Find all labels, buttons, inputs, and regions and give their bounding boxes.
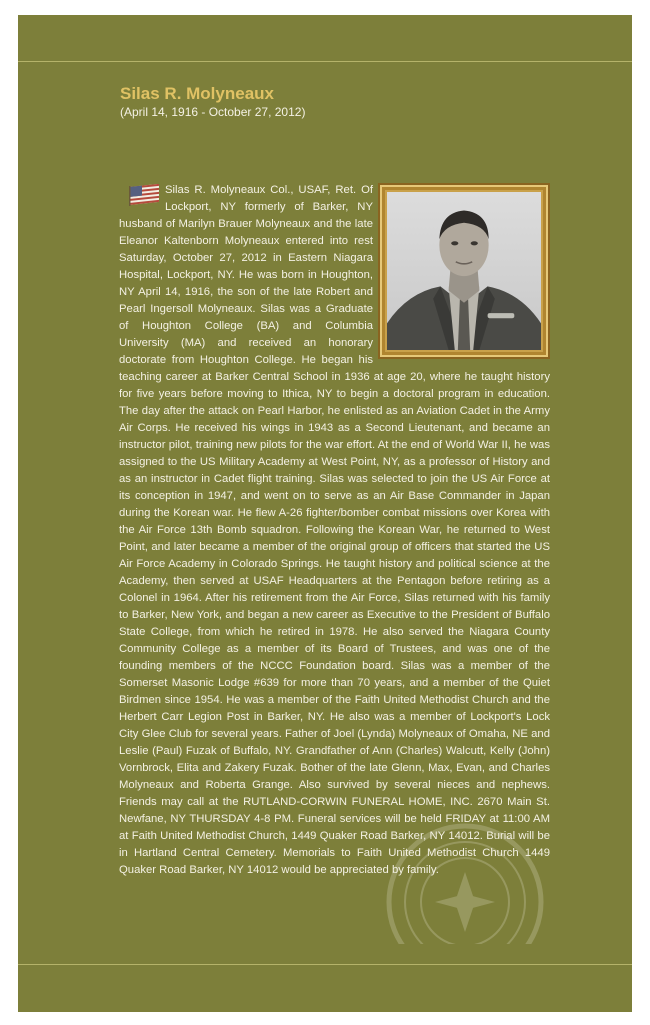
bottom-divider: [18, 964, 632, 965]
portrait-figure: [387, 192, 541, 350]
obituary-name: Silas R. Molyneaux: [120, 84, 274, 103]
top-divider: [18, 61, 632, 62]
portrait-frame: [378, 183, 550, 359]
obituary-dates: (April 14, 1916 - October 27, 2012): [120, 105, 306, 119]
obituary-content: [119, 182, 550, 944]
portrait-photo: [387, 192, 541, 350]
obituary-text: Silas R. Molyneaux Col., USAF, Ret. Of Lockport, NY formerly of Barker, NY husband of Marilyn Brauer Molyneaux and the late Eleanor Kaltenborn Molyneaux entered into rest Saturday, October 27, 2012 in Eastern Niagara Hospital, Lockport, NY. He was born in Houghton, NY April 14, 1916, the son of the late Robert and Pearl Ingersoll Molyneaux. Silas was a Graduate of Houghton College (BA) and Columbia University (MA) and received an honorary doctorate from Houghton College. He began his teaching career at Barker Central School in 1936 at age 20, where he taught history for five years before moving to Ithica, NY to begin a doctoral program in education. The day after the attack on Pearl Harbor, he enlisted as an Aviation Cadet in the Army Air Corps. He received his wings in 1943 as a Second Lieutenant, and became an instructor pilot, training new pilots for the war effort. At the end of World War II, he was assigned to the US Military Academy at West Point, NY, as a professor of History and as an instructor in Cadet flight training. Silas was selected to join the US Air Force at its conception in 1947, and went on to serve as an Air Base Commander in Japan during the Korean war. He flew A-26 fighter/bomber combat missions over Korea with the Air Force 13th Bomb squadron. Following the Korean War, he returned to West Point, and later became a member of the original group of officers that started the US Air Force Academy in Colorado Springs. He taught history and political science at the Academy, then served at USAF Headquarters at the Pentagon before retiring as a Colonel in 1964. After his retirement from the Air Force, Silas returned with his family to Barker, New York, and began a new career as Executive to the President of Buffalo State College, from which he retired in 1978. He also served the Niagara County Community College as a member of its Board of Trustees, and was one of the founding members of the NCCC Foundation board. Silas was a member of the Somerset Masonic Lodge #639 for more than 70 years, and a member of the Quiet Birdmen since 1954. He was a member of the Faith United Methodist Church and the Herbert Carr Legion Post in Barker, NY. He also was a member of Lockport's Lock City Glee Club for several years. Father of Joel (Lynda) Molyneaux of Omaha, NE and Leslie (Paul) Fuzak of Buffalo, NY. Grandfather of Ann (Charles) Walcutt, Kelly (John) Vornbrock, Elita and Zakery Fuzak. Bother of the late Glenn, Max, Evan, and Charles Molyneaux and Roberta Grange. Also survived by several nieces and nephews. Friends may call at the RUTLAND-CORWIN FUNERAL HOME, INC. 2670 Main St. Newfane, NY THURSDAY 4-8 PM. Funeral services will be held FRIDAY at 11:00 AM at Faith United Methodist Church, 1449 Quaker Road Barker, NY 14012. Burial will be in Hartland Central Cemetery. Memorials to Faith United Methodist Church 1449 Quaker Road Barker, NY 14012 would be appreciated by family.: [119, 184, 550, 876]
obituary-panel: [18, 15, 632, 1012]
american-flag-icon: [129, 184, 159, 206]
